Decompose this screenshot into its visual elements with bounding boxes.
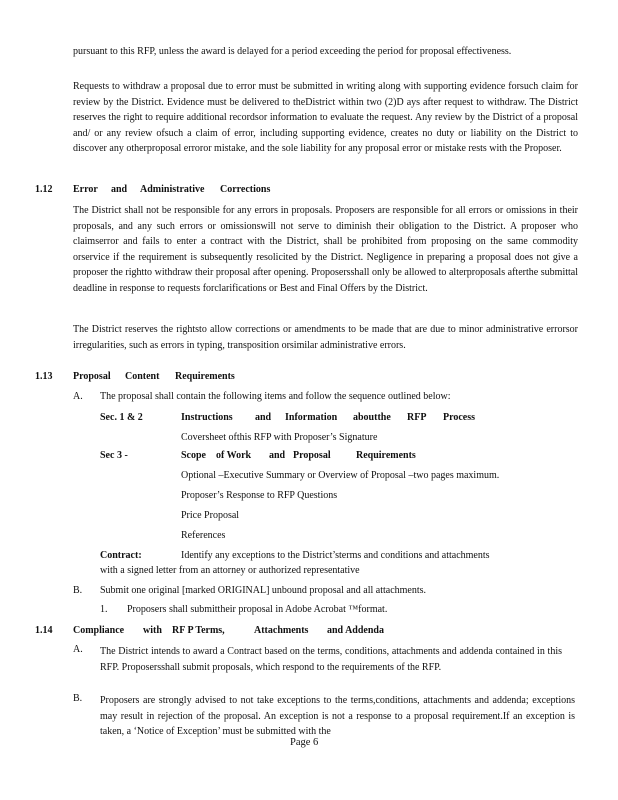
paragraph-1-12-errors: The District shall not be responsible for any errors in proposals. Proposers are responsible for all errors or omissions in their proposals, and any such errors or omissionswill not serve to diminish their obligation to the District. A proposer who claimserror and fails to enter a contract with the District, shall be prohibited from proposing on the same commodity orservice if the requirement is subsequently resolicited by the District. Negligence in preparing a proposal does not give a proposer the rightto withdraw their proposal after opening. Proposersshall only be allowed to alterproposals afterthe submittal deadline in response to requests forclarifications or Best and Final Offers by the District. xyxy=(73,205,578,294)
paragraph-1-12-corrections: The District reserves the rightsto allow corrections or amendments to be made that are due to minor administrative errorsor irregularities, such as errors in typing, transposition orsimilar administrative errors. xyxy=(73,324,578,351)
sec-1-2-label: Sec. 1 & 2 xyxy=(100,412,143,423)
heading-word: with xyxy=(143,625,162,636)
heading-word: Error xyxy=(73,184,98,195)
paragraph-withdraw-request: Requests to withdraw a proposal due to error must be submitted in writing along with supporting evidence forsuch claim for review by the District. Evidence must be delivered to theDistrict within two (2)D ays after request to withdraw. The District reserves the right to require additional recordsor information to evaluate the request. Any review by the District of a proposal and/ or any review ofsuch a claim of error, including supporting evidence, creates no duty or liability on the District to discover any otherproposal erroror mistake, and the sole liability for any proposal error or mistake rests with the Proposer. xyxy=(73,81,578,155)
sub-item-text-1: Proposers shall submittheir proposal in Adobe Acrobat ™format. xyxy=(127,604,388,615)
section-heading-1-14 xyxy=(73,625,384,636)
list-letter-b-1-14: B. xyxy=(73,693,83,704)
heading-word: Proposal xyxy=(73,371,111,382)
contract-text-2: with a signed letter from an attorney or authorized representative xyxy=(100,565,360,576)
paragraph-pursuant: pursuant to this RFP, unless the award is delayed for a period exceeding the period for proposal effectiveness. xyxy=(73,46,512,57)
heading-word: Scope xyxy=(181,450,206,461)
section-number-1-14: 1.14 xyxy=(35,625,53,636)
sec-3-line-price: Price Proposal xyxy=(181,510,240,521)
heading-word: Requirements xyxy=(356,450,416,461)
heading-word: of Work xyxy=(216,450,252,461)
item-a-text: The proposal shall contain the following items and follow the sequence outlined below: xyxy=(100,391,451,402)
heading-word: Information xyxy=(285,412,338,423)
contract-text-1: Identify any exceptions to the District’sterms and conditions and attachments xyxy=(181,550,490,561)
contract-label: Contract: xyxy=(100,550,142,561)
sec-3-line-references: References xyxy=(181,530,226,541)
heading-word: RF P Terms, xyxy=(172,625,225,636)
item-b-text: Submit one original [marked ORIGINAL] unbound proposal and all attachments. xyxy=(100,585,427,596)
heading-word: aboutthe xyxy=(353,412,391,423)
section-number-1-13: 1.13 xyxy=(35,371,53,382)
heading-word: and xyxy=(269,450,286,461)
heading-word: Requirements xyxy=(175,371,235,382)
list-letter-a-1-14: A. xyxy=(73,644,83,655)
heading-word: Process xyxy=(443,412,476,423)
heading-word: Attachments xyxy=(254,625,309,636)
sec-3-line-summary: Optional –Executive Summary or Overview of Proposal –two pages maximum. xyxy=(181,470,500,481)
heading-word: Proposal xyxy=(293,450,331,461)
heading-word: RFP xyxy=(407,412,427,423)
sec-1-2-title xyxy=(181,412,475,423)
sec-3-title xyxy=(181,450,416,461)
paragraph-1-14-a: The District intends to award a Contract based on the terms, conditions, attachments and addenda contained in this RFP. Proposersshall submit proposals, which respond to the requirements of the RFP. xyxy=(100,646,562,673)
sec-3-label: Sec 3 - xyxy=(100,450,128,461)
heading-word: and Addenda xyxy=(327,625,384,636)
section-heading-1-13 xyxy=(73,371,235,382)
list-letter-b: B. xyxy=(73,585,83,596)
paragraph-1-14-b: Proposers are strongly advised to not take exceptions to the terms,conditions, attachments and addenda; exceptions may result in rejection of the proposal. An exception is not a response to a proposal requirement.If an exception is taken, a ‘Notice of Exception’ must be submitted with the xyxy=(100,695,575,738)
heading-word: Corrections xyxy=(220,184,271,195)
heading-word: Instructions xyxy=(181,412,233,423)
heading-word: and xyxy=(255,412,272,423)
sub-item-number-1: 1. xyxy=(100,604,108,615)
section-heading-1-12 xyxy=(73,184,270,195)
heading-word: and xyxy=(111,184,128,195)
heading-word: Compliance xyxy=(73,625,125,636)
section-number-1-12: 1.12 xyxy=(35,184,53,195)
sec-3-line-questions: Proposer’s Response to RFP Questions xyxy=(181,490,338,501)
page-number: Page 6 xyxy=(290,737,319,748)
sec-1-2-coversheet: Coversheet ofthis RFP with Proposer’s Signature xyxy=(181,432,378,443)
list-letter-a: A. xyxy=(73,391,83,402)
heading-word: Administrative xyxy=(140,184,205,195)
heading-word: Content xyxy=(125,371,160,382)
